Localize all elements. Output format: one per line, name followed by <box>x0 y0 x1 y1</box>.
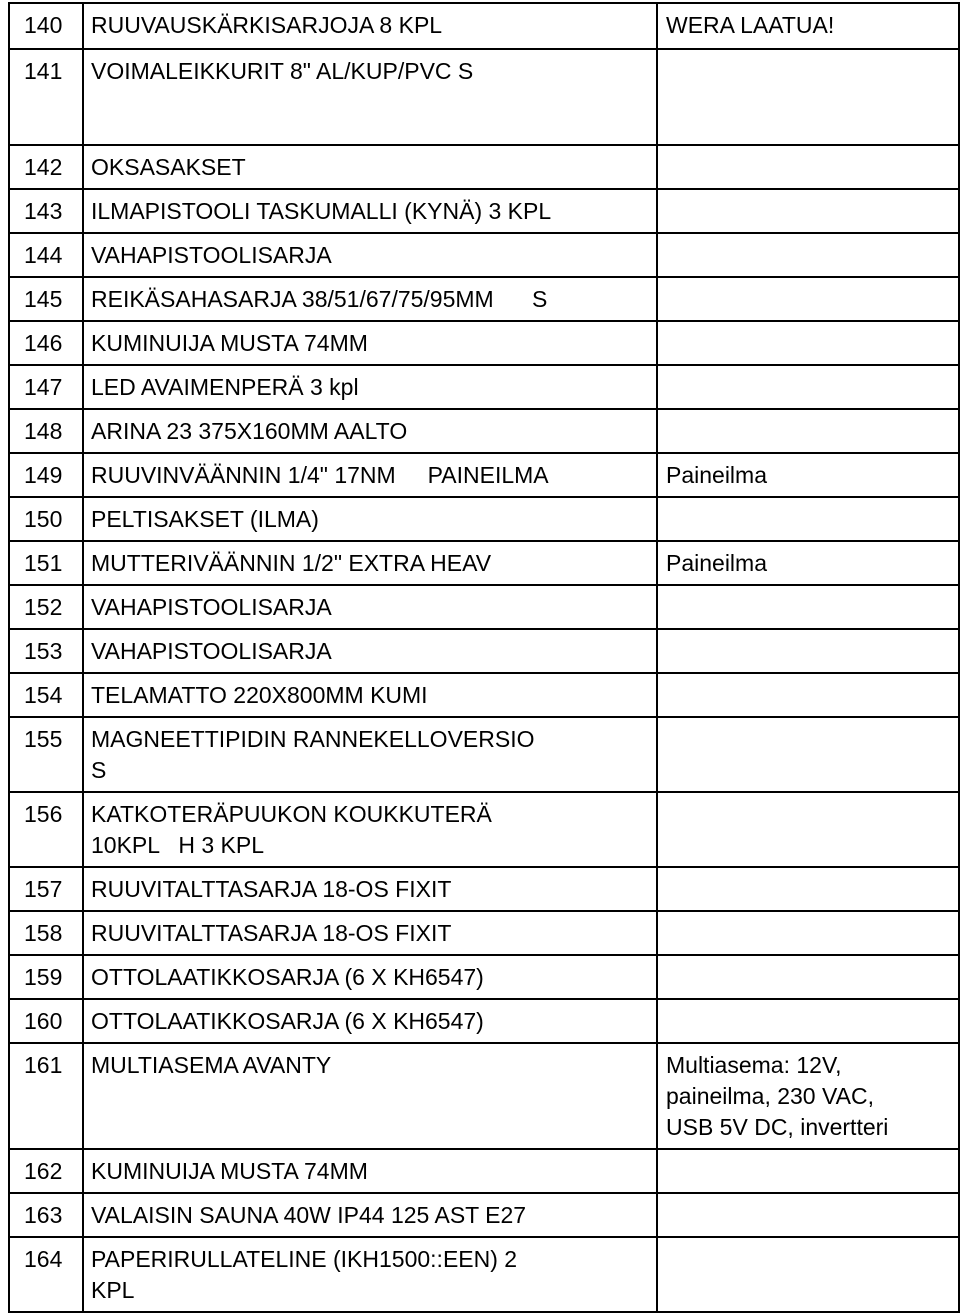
item-description: REIKÄSAHASARJA 38/51/67/75/95MM S <box>91 286 548 312</box>
item-number: 153 <box>24 638 63 664</box>
item-description-cell <box>83 233 657 277</box>
item-description-cell <box>83 911 657 955</box>
item-description: RUUVITALTTASARJA 18-OS FIXIT <box>91 920 452 946</box>
item-number: 159 <box>24 964 63 990</box>
item-number: 163 <box>24 1202 63 1228</box>
item-note-cell <box>657 189 959 233</box>
item-note <box>666 586 952 597</box>
table-row <box>9 717 959 792</box>
item-number-cell <box>9 453 83 497</box>
table-row <box>9 453 959 497</box>
item-description-cell <box>83 792 657 867</box>
item-number: 152 <box>24 594 63 620</box>
item-description-cell <box>83 717 657 792</box>
item-note-cell <box>657 792 959 867</box>
item-note-cell <box>657 717 959 792</box>
item-note-cell <box>657 1043 959 1149</box>
item-description: VAHAPISTOOLISARJA <box>91 242 332 268</box>
item-note <box>666 793 952 804</box>
item-description: PELTISAKSET (ILMA) <box>91 506 319 532</box>
table-row <box>9 1237 959 1312</box>
table-row <box>9 1193 959 1237</box>
item-number-cell <box>9 717 83 792</box>
item-note-cell <box>657 999 959 1043</box>
item-description-cell <box>83 1149 657 1193</box>
item-note <box>666 1150 952 1161</box>
item-note-cell <box>657 497 959 541</box>
item-description: ILMAPISTOOLI TASKUMALLI (KYNÄ) 3 KPL <box>91 198 552 224</box>
item-note-cell <box>657 1193 959 1237</box>
item-description: MAGNEETTIPIDIN RANNEKELLOVERSIO S <box>91 726 535 783</box>
table-row <box>9 365 959 409</box>
item-note-cell <box>657 585 959 629</box>
item-note-cell <box>657 3 959 49</box>
item-number-cell <box>9 955 83 999</box>
table-row <box>9 1043 959 1149</box>
item-note-cell <box>657 955 959 999</box>
table-row <box>9 955 959 999</box>
table-row <box>9 911 959 955</box>
item-note <box>666 322 952 333</box>
item-number-cell <box>9 867 83 911</box>
item-note-cell <box>657 1237 959 1312</box>
item-description-cell <box>83 629 657 673</box>
table-row <box>9 673 959 717</box>
item-description: LED AVAIMENPERÄ 3 kpl <box>91 374 359 400</box>
item-description: VAHAPISTOOLISARJA <box>91 638 332 664</box>
item-number: 140 <box>24 12 63 38</box>
item-note: Paineilma <box>666 462 767 488</box>
item-description-cell <box>83 1043 657 1149</box>
item-note-cell <box>657 233 959 277</box>
item-note <box>666 410 952 421</box>
item-number-cell <box>9 497 83 541</box>
item-description-cell <box>83 365 657 409</box>
item-note-cell <box>657 867 959 911</box>
table-row <box>9 145 959 189</box>
item-number: 162 <box>24 1158 63 1184</box>
item-number-cell <box>9 911 83 955</box>
item-note-cell <box>657 629 959 673</box>
item-note-cell <box>657 911 959 955</box>
item-description-cell <box>83 585 657 629</box>
table-row <box>9 277 959 321</box>
item-description-cell <box>83 321 657 365</box>
item-note <box>666 278 952 289</box>
table-row <box>9 1149 959 1193</box>
item-description: KATKOTERÄPUUKON KOUKKUTERÄ 10KPL H 3 KPL <box>91 801 492 858</box>
product-table <box>8 2 960 1313</box>
item-note: Paineilma <box>666 550 767 576</box>
item-note: WERA LAATUA! <box>666 12 835 38</box>
table-row <box>9 629 959 673</box>
table-row <box>9 999 959 1043</box>
item-number: 142 <box>24 154 63 180</box>
item-number: 148 <box>24 418 63 444</box>
item-number-cell <box>9 49 83 145</box>
item-number: 157 <box>24 876 63 902</box>
item-note <box>666 190 952 201</box>
item-note <box>666 956 952 967</box>
item-number: 141 <box>24 58 63 84</box>
table-row <box>9 792 959 867</box>
item-note <box>666 912 952 923</box>
item-description: VAHAPISTOOLISARJA <box>91 594 332 620</box>
item-number: 161 <box>24 1052 63 1078</box>
item-description: KUMINUIJA MUSTA 74MM <box>91 330 368 356</box>
item-number-cell <box>9 365 83 409</box>
item-description: KUMINUIJA MUSTA 74MM <box>91 1158 368 1184</box>
product-table-body <box>9 3 959 1312</box>
item-description-cell <box>83 541 657 585</box>
item-description-cell <box>83 955 657 999</box>
item-note <box>666 366 952 377</box>
item-note-cell <box>657 145 959 189</box>
item-description-cell <box>83 145 657 189</box>
item-number-cell <box>9 409 83 453</box>
item-number-cell <box>9 792 83 867</box>
item-description-cell <box>83 1237 657 1312</box>
item-note <box>666 1000 952 1011</box>
item-description: RUUVITALTTASARJA 18-OS FIXIT <box>91 876 452 902</box>
table-row <box>9 409 959 453</box>
item-number-cell <box>9 189 83 233</box>
item-number: 147 <box>24 374 63 400</box>
item-note <box>666 1194 952 1205</box>
item-description: TELAMATTO 220X800MM KUMI <box>91 682 428 708</box>
item-description: MULTIASEMA AVANTY <box>91 1052 332 1078</box>
item-number-cell <box>9 1237 83 1312</box>
item-number-cell <box>9 1193 83 1237</box>
item-description: ARINA 23 375X160MM AALTO <box>91 418 408 444</box>
item-description-cell <box>83 409 657 453</box>
item-number: 151 <box>24 550 63 576</box>
item-note: Multiasema: 12V, paineilma, 230 VAC, USB 5V DC, invertteri <box>666 1052 889 1140</box>
item-number: 144 <box>24 242 63 268</box>
item-note <box>666 146 952 157</box>
item-note-cell <box>657 409 959 453</box>
item-description-cell <box>83 189 657 233</box>
item-description-cell <box>83 453 657 497</box>
item-description-cell <box>83 999 657 1043</box>
item-note-cell <box>657 673 959 717</box>
item-number-cell <box>9 3 83 49</box>
item-number: 150 <box>24 506 63 532</box>
item-description-cell <box>83 673 657 717</box>
item-description: VALAISIN SAUNA 40W IP44 125 AST E27 <box>91 1202 527 1228</box>
item-description: RUUVINVÄÄNNIN 1/4" 17NM PAINEILMA <box>91 462 549 488</box>
item-number: 156 <box>24 801 63 827</box>
table-row <box>9 189 959 233</box>
item-note-cell <box>657 49 959 145</box>
item-number-cell <box>9 673 83 717</box>
table-row <box>9 867 959 911</box>
item-note-cell <box>657 541 959 585</box>
table-row <box>9 497 959 541</box>
item-description: RUUVAUSKÄRKISARJOJA 8 KPL <box>91 12 443 38</box>
item-description-cell <box>83 277 657 321</box>
item-number-cell <box>9 1043 83 1149</box>
item-number-cell <box>9 585 83 629</box>
item-note <box>666 630 952 641</box>
item-description: OTTOLAATIKKOSARJA (6 X KH6547) <box>91 1008 484 1034</box>
item-note <box>666 50 952 61</box>
item-note-cell <box>657 321 959 365</box>
item-description: OKSASAKSET <box>91 154 246 180</box>
item-note <box>666 868 952 879</box>
item-note <box>666 718 952 729</box>
table-row <box>9 541 959 585</box>
table-row <box>9 233 959 277</box>
item-note <box>666 498 952 509</box>
table-row <box>9 49 959 145</box>
item-number-cell <box>9 277 83 321</box>
item-number: 146 <box>24 330 63 356</box>
item-number-cell <box>9 999 83 1043</box>
item-description: VOIMALEIKKURIT 8" AL/KUP/PVC S <box>91 58 474 84</box>
table-row <box>9 585 959 629</box>
item-number: 149 <box>24 462 63 488</box>
item-note-cell <box>657 365 959 409</box>
item-description: OTTOLAATIKKOSARJA (6 X KH6547) <box>91 964 484 990</box>
item-number: 145 <box>24 286 63 312</box>
item-description: MUTTERIVÄÄNNIN 1/2" EXTRA HEAV <box>91 550 492 576</box>
item-note-cell <box>657 1149 959 1193</box>
item-number-cell <box>9 541 83 585</box>
item-number: 158 <box>24 920 63 946</box>
item-number-cell <box>9 629 83 673</box>
item-number: 160 <box>24 1008 63 1034</box>
item-description: PAPERIRULLATELINE (IKH1500::EEN) 2 KPL <box>91 1246 518 1303</box>
item-number-cell <box>9 233 83 277</box>
item-note <box>666 234 952 245</box>
item-number-cell <box>9 145 83 189</box>
item-note-cell <box>657 453 959 497</box>
item-note-cell <box>657 277 959 321</box>
table-row <box>9 3 959 49</box>
item-description-cell <box>83 867 657 911</box>
item-number-cell <box>9 321 83 365</box>
item-number-cell <box>9 1149 83 1193</box>
item-number: 155 <box>24 726 63 752</box>
table-row <box>9 321 959 365</box>
item-description-cell <box>83 497 657 541</box>
item-number: 154 <box>24 682 63 708</box>
item-number: 143 <box>24 198 63 224</box>
item-description-cell <box>83 49 657 145</box>
item-description-cell <box>83 3 657 49</box>
item-number: 164 <box>24 1246 63 1272</box>
item-note <box>666 674 952 685</box>
item-note <box>666 1238 952 1249</box>
item-description-cell <box>83 1193 657 1237</box>
